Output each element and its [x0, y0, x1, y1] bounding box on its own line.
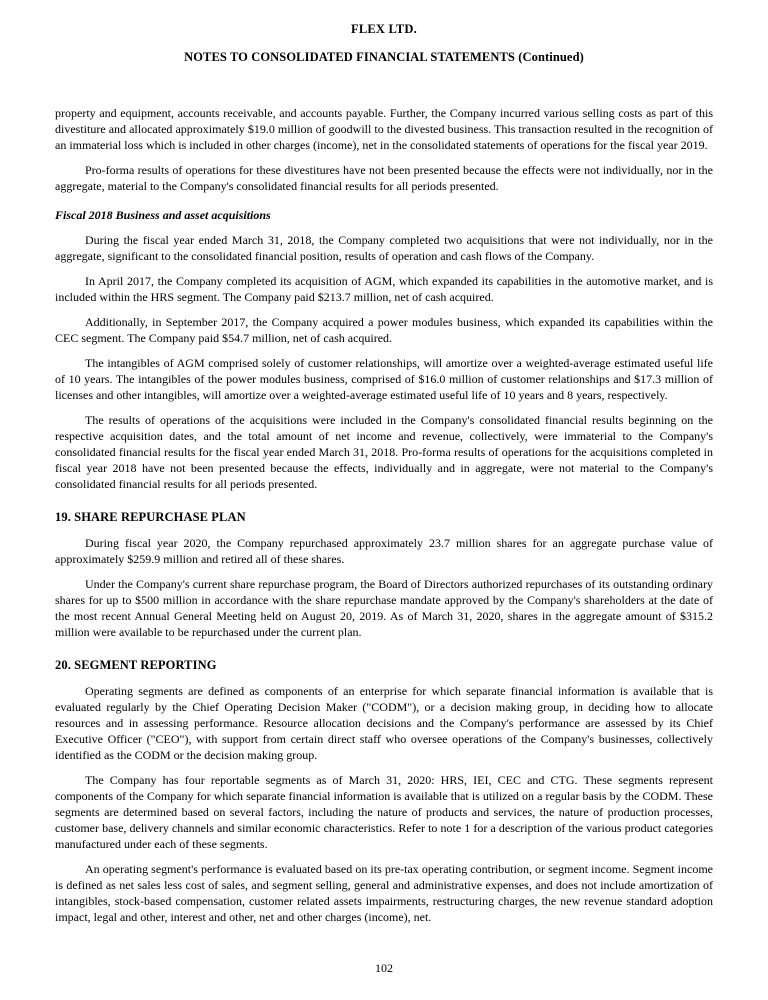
- document-body: [55, 105, 713, 925]
- heading-section-20-segment-reporting: 20. SEGMENT REPORTING: [55, 658, 217, 672]
- paragraph-repurchase-program: Under the Company's current share repurchase program, the Board of Directors authorized repurchases of its outstanding ordinary shares for up to $500 million in accordance with the share repurchase mandate approved by the Company's shareholders at the date of the most recent Annual General Meeting held on August 20, 2019. As of March 31, 2020, shares in the aggregate amount of $315.2 million were available to be repurchased under the current plan.: [55, 577, 713, 639]
- company-name: FLEX LTD.: [351, 22, 417, 36]
- paragraph-divestiture-continuation: property and equipment, accounts receivable, and accounts payable. Further, the Company incurred various selling costs as part of this divestiture and allocated approximately $19.0 million of goodwill to the divested business. This transaction resulted in the recognition of an immaterial loss which is included in other charges (income), net in the consolidated statements of operations for the fiscal year 2019.: [55, 106, 713, 152]
- paragraph-agm-acquisition: In April 2017, the Company completed its acquisition of AGM, which expanded its capabilities in the automotive market, and is included within the HRS segment. The Company paid $213.7 million, net of cash acquired.: [55, 274, 713, 304]
- paragraph-power-modules-acquisition: Additionally, in September 2017, the Company acquired a power modules business, which expanded its capabilities within the CEC segment. The Company paid $54.7 million, net of cash acquired.: [55, 315, 713, 345]
- paragraph-acquisition-results: The results of operations of the acquisitions were included in the Company's consolidated financial results beginning on the respective acquisition dates, and the total amount of net income and revenue, collectively, were immaterial to the Company's consolidated financial results for the fiscal year ended March 31, 2018. Pro-forma results of operations for the acquisitions completed in fiscal year 2018 have not been presented because the effects, individually and in aggregate, were not material to the Company's consolidated financial results for all periods presented.: [55, 413, 713, 491]
- page-number: 102: [375, 961, 393, 975]
- paragraph-segment-performance: An operating segment's performance is evaluated based on its pre-tax operating contribution, or segment income. Segment income is defined as net sales less cost of sales, and segment selling, general and administrative expenses, and does not include amortization of intangibles, stock-based compensation, customer related assets impairments, restructuring charges, the new revenue standard adoption impact, legal and other, interest and other, net and other charges (income), net.: [55, 862, 713, 924]
- page-footer: [0, 961, 768, 975]
- paragraph-operating-segments-definition: Operating segments are defined as components of an enterprise for which separate financial information is available that is evaluated regularly by the Chief Operating Decision Maker ("CODM"), or a decision making group, in deciding how to allocate resources and in assessing performance. Resource allocation decisions and the Company's performance are assessed by its Chief Executive Officer ("CEO"), with support from certain direct staff who oversee operations of the Company's businesses, collectively identified as the CODM or the decision making group.: [55, 684, 713, 762]
- document-title: NOTES TO CONSOLIDATED FINANCIAL STATEMENTS (Continued): [184, 50, 584, 64]
- heading-section-19-share-repurchase: 19. SHARE REPURCHASE PLAN: [55, 510, 246, 524]
- paragraph-four-reportable-segments: The Company has four reportable segments as of March 31, 2020: HRS, IEI, CEC and CTG. These segments represent components of the Company for which separate financial information is available that is utilized on a regular basis by the CODM. These segments are determined based on several factors, including the nature of products and services, the nature of production processes, customer base, delivery channels and similar economic characteristics. Refer to note 1 for a description of the various product categories manufactured under each of these segments.: [55, 773, 713, 851]
- paragraph-repurchase-fy2020: During fiscal year 2020, the Company repurchased approximately 23.7 million shares for an aggregate purchase value of approximately $259.9 million and retired all of these shares.: [55, 536, 713, 566]
- paragraph-proforma-divestitures: Pro-forma results of operations for these divestitures have not been presented because the effects were not individually, nor in the aggregate, material to the Company's consolidated financial results for all periods presented.: [55, 163, 713, 193]
- paragraph-fy2018-two-acquisitions: During the fiscal year ended March 31, 2018, the Company completed two acquisitions that were not individually, nor in the aggregate, significant to the consolidated financial position, results of operation and cash flows of the Company.: [55, 233, 713, 263]
- heading-fiscal-2018-acquisitions: Fiscal 2018 Business and asset acquisitions: [55, 208, 271, 222]
- paragraph-intangibles: The intangibles of AGM comprised solely of customer relationships, will amortize over a weighted-average estimated useful life of 10 years. The intangibles of the power modules business, comprised of $16.0 million of customer relationships and $17.3 million of licenses and other intangibles, will amortize over a weighted-average estimated useful life of 10 years and 8 years, respectively.: [55, 356, 713, 402]
- document-header: [55, 22, 713, 65]
